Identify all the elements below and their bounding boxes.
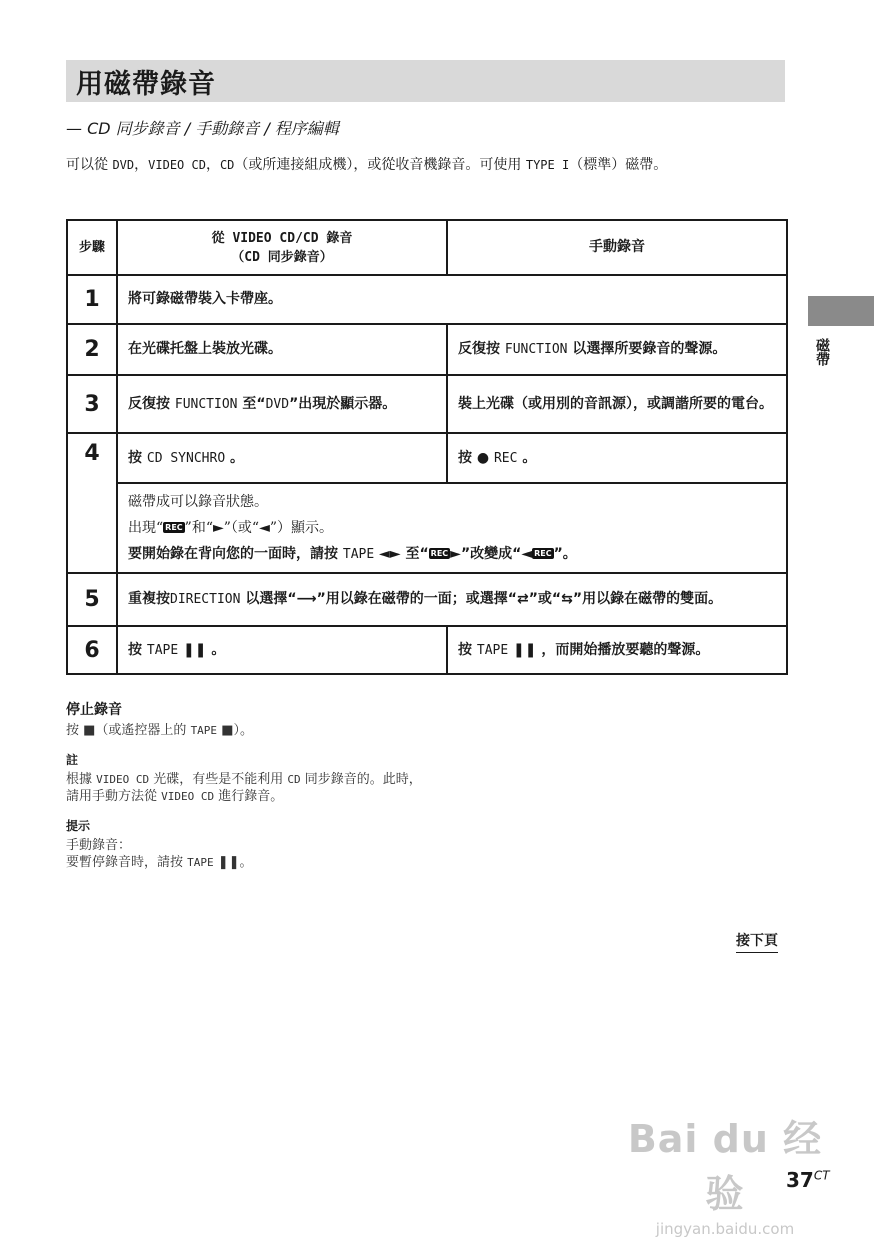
step-3-cd xyxy=(117,375,447,433)
cell-text: 至“ xyxy=(237,395,266,412)
intro-text: ， xyxy=(134,157,149,173)
header-manual: 手動錄音 xyxy=(447,220,787,275)
cell-text: ”出現於顯示器。 xyxy=(289,395,397,412)
cell-text: 。 xyxy=(225,449,245,466)
header-cd-line2: （CD 同步錄音） xyxy=(231,249,333,265)
step-number: 5 xyxy=(67,573,117,626)
rec-key: REC xyxy=(493,450,518,466)
tip-line-1: 手動錄音： xyxy=(66,838,132,853)
tip-heading: 提示 xyxy=(66,819,91,833)
rec-indicator-icon: REC xyxy=(430,549,449,558)
function-key: FUNCTION xyxy=(504,342,568,357)
function-key: FUNCTION xyxy=(174,396,238,412)
cell-text: 出現“ xyxy=(128,519,164,536)
watermark-logo: Bai du 经验 xyxy=(627,1117,823,1216)
cell-text: 反復按 xyxy=(128,395,175,412)
cd-synchro-key: CD SYNCHRO xyxy=(146,450,226,466)
cell-text: 。 xyxy=(517,449,537,466)
intro-type: TYPE I xyxy=(525,158,570,172)
table-row xyxy=(67,375,787,433)
cd-label: CD xyxy=(287,773,301,786)
table-row xyxy=(67,433,787,483)
step-1-text: 將可錄磁帶裝入卡帶座。 xyxy=(117,275,787,324)
steps-table xyxy=(66,219,788,675)
cell-text: ❚❚ ，而開始播放要聽的聲源。 xyxy=(508,641,710,658)
next-page-link[interactable]: 接下頁 xyxy=(736,930,778,953)
tip-text xyxy=(66,837,426,871)
note-text: 進行錄音。 xyxy=(214,789,284,804)
step-4-notes xyxy=(117,483,787,573)
table-row xyxy=(67,573,787,626)
header-step: 步驟 xyxy=(67,220,117,275)
step-4-note-1: 磁帶成可以錄音狀態。 xyxy=(128,493,268,510)
tape-key: TAPE xyxy=(342,546,375,562)
note-text: 按 ■（或遙控器上的 xyxy=(66,723,191,738)
page-title: 用磁帶錄音 xyxy=(76,68,216,100)
cell-text: 按 xyxy=(458,641,477,658)
step-4-note-2 xyxy=(128,515,776,541)
note-text: 要暫停錄音時，請按 xyxy=(66,855,188,870)
note-text: ❚❚。 xyxy=(213,855,253,870)
note-heading: 註 xyxy=(66,753,79,767)
header-cd-line1: 從 VIDEO CD/CD 錄音 xyxy=(211,230,353,246)
intro-text: （標準）磁帶。 xyxy=(569,157,668,173)
step-number: 6 xyxy=(67,626,117,674)
table-row xyxy=(67,324,787,375)
step-2-manual xyxy=(447,324,787,375)
cell-text: 按 xyxy=(128,449,147,466)
page-number xyxy=(786,1168,830,1192)
step-6-cd xyxy=(117,626,447,674)
step-6-manual xyxy=(447,626,787,674)
cell-text: ”。 xyxy=(553,545,577,562)
notes-section xyxy=(66,699,426,883)
rec-indicator-icon: REC xyxy=(165,523,183,532)
vcd-label: VIDEO CD xyxy=(96,773,150,786)
tape-key: TAPE xyxy=(476,642,509,658)
cell-text: ❚❚ 。 xyxy=(178,641,226,658)
stop-recording-text xyxy=(66,722,426,739)
step-number: 2 xyxy=(67,324,117,375)
section-tab-marker xyxy=(808,296,874,326)
step-3-manual: 裝上光碟（或用別的音訊源），或調諧所要的電台。 xyxy=(447,375,787,433)
table-header-row xyxy=(67,220,787,275)
intro-text: （或所連接組成機），或從收音機錄音。可使用 xyxy=(234,157,526,173)
baidu-watermark xyxy=(620,1108,830,1238)
table-row xyxy=(67,626,787,674)
cell-text: 以選擇“⟶”用以錄在磁帶的一面；或選擇“⇄”或“⇆”用以錄在磁帶的雙面。 xyxy=(240,591,723,607)
step-2-cd: 在光碟托盤上裝放光碟。 xyxy=(117,324,447,375)
rec-indicator-icon: REC xyxy=(534,549,552,558)
step-4-manual xyxy=(447,433,787,483)
step-4-cd xyxy=(117,433,447,483)
cell-text: 按 xyxy=(128,641,147,658)
cell-text: ”和“►”（或“◄”）顯示。 xyxy=(184,519,333,536)
note-text: 根據 xyxy=(66,772,97,787)
intro-vcd: VIDEO CD xyxy=(148,158,206,172)
tape-key: TAPE xyxy=(190,724,218,737)
intro-dvd: DVD xyxy=(112,158,135,172)
intro-cd: CD xyxy=(219,158,235,172)
cell-text: 反復按 xyxy=(458,341,505,357)
step-5-text xyxy=(117,573,787,626)
table-row xyxy=(67,483,787,573)
cell-text: 要開始錄在背向您的一面時，請按 xyxy=(128,545,343,562)
watermark-url: jingyan.baidu.com xyxy=(655,1220,795,1238)
note-text: ■）。 xyxy=(217,723,253,738)
cell-text: 重複按 xyxy=(128,591,170,607)
note-text xyxy=(66,771,426,805)
table-row xyxy=(67,275,787,324)
cell-text: 按 ● xyxy=(458,449,494,466)
title-bar xyxy=(66,60,785,102)
note-text: 光碟，有些是不能利用 xyxy=(149,772,288,787)
intro-text: 可以從 xyxy=(66,157,113,173)
vcd-label: VIDEO CD xyxy=(161,790,215,803)
intro-text: ， xyxy=(205,157,220,173)
dvd-label: DVD xyxy=(265,396,290,412)
step-number: 4 xyxy=(67,433,117,573)
step-number: 3 xyxy=(67,375,117,433)
step-4-note-3 xyxy=(128,541,776,568)
cell-text: ►”改變成“◄ xyxy=(450,545,533,562)
intro-paragraph xyxy=(66,155,786,176)
page-number-suffix: CT xyxy=(813,1168,830,1183)
page-number-value: 37 xyxy=(786,1168,814,1192)
tape-key: TAPE xyxy=(146,642,179,658)
stop-recording-heading: 停止錄音 xyxy=(66,702,122,718)
note-text: 同步錄音的。此時，請用手動方法從 xyxy=(66,772,422,804)
header-cd-sync xyxy=(117,220,447,275)
tape-key: TAPE xyxy=(187,856,214,869)
tip-line-2 xyxy=(66,854,426,871)
cell-text: ◄► 至“ xyxy=(374,545,429,562)
page-subtitle: — CD 同步錄音 / 手動錄音 / 程序編輯 xyxy=(66,119,339,138)
direction-key: DIRECTION xyxy=(170,592,241,607)
cell-text: 以選擇所要錄音的聲源。 xyxy=(567,341,727,357)
section-tab-label: 磁帶 xyxy=(814,338,830,366)
step-number: 1 xyxy=(67,275,117,324)
